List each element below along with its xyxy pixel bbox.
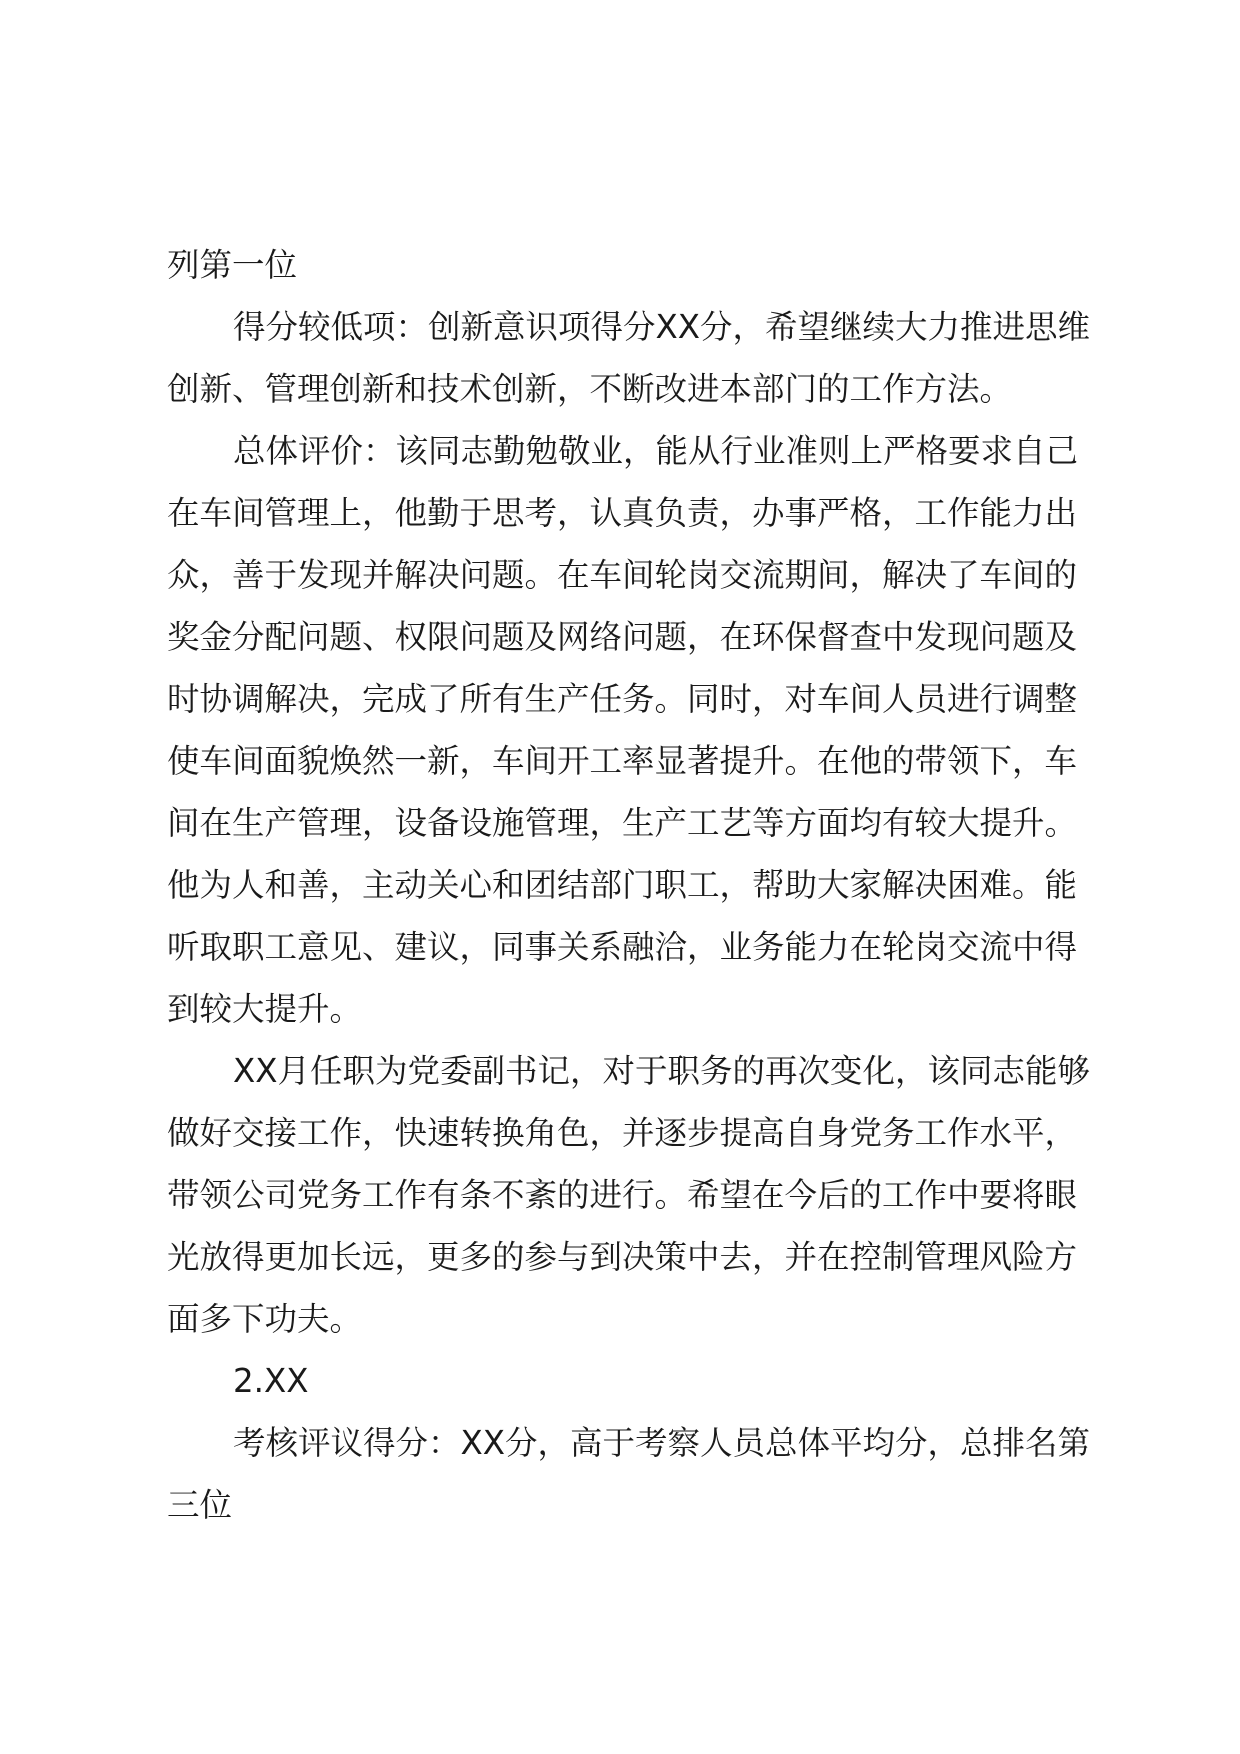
text-line: 三位 xyxy=(167,1486,233,1524)
text-line: 面多下功夫。 xyxy=(167,1300,363,1338)
text-line: 总体评价：该同志勤勉敬业，能从行业准则上严格要求自己 xyxy=(233,432,1079,470)
text-line: 做好交接工作，快速转换角色，并逐步提高自身党务工作水平， xyxy=(167,1114,1078,1152)
text-line: 列第一位 xyxy=(167,246,298,284)
text-line: 时协调解决，完成了所有生产任务。同时，对车间人员进行调整 xyxy=(167,680,1078,718)
text-line: 到较大提升。 xyxy=(167,990,363,1028)
text-line: 得分较低项：创新意识项得分XX分，希望继续大力推进思维 xyxy=(233,308,1091,346)
text-line: 使车间面貌焕然一新，车间开工率显著提升。在他的带领下，车 xyxy=(167,742,1078,780)
text-line: 奖金分配问题、权限问题及网络问题，在环保督查中发现问题及 xyxy=(167,618,1078,656)
text-line: 带领公司党务工作有条不紊的进行。希望在今后的工作中要将眼 xyxy=(167,1176,1078,1214)
text-line: 创新、管理创新和技术创新，不断改进本部门的工作方法。 xyxy=(167,370,1013,408)
text-line: 在车间管理上，他勤于思考，认真负责，办事严格，工作能力出 xyxy=(167,494,1078,532)
text-line: 他为人和善，主动关心和团结部门职工，帮助大家解决困难。能 xyxy=(167,866,1078,904)
text-line: 光放得更加长远，更多的参与到决策中去，并在控制管理风险方 xyxy=(167,1238,1078,1276)
text-line: XX月任职为党委副书记，对于职务的再次变化，该同志能够 xyxy=(233,1052,1091,1090)
text-line: 听取职工意见、建议，同事关系融洽，业务能力在轮岗交流中得 xyxy=(167,928,1078,966)
section-heading: 2.XX xyxy=(233,1362,309,1400)
text-line: 考核评议得分：XX分，高于考察人员总体平均分，总排名第 xyxy=(233,1424,1091,1462)
text-line: 间在生产管理，设备设施管理，生产工艺等方面均有较大提升。 xyxy=(167,804,1078,842)
text-line: 众，善于发现并解决问题。在车间轮岗交流期间，解决了车间的 xyxy=(167,556,1078,594)
document-body xyxy=(0,234,1240,1536)
